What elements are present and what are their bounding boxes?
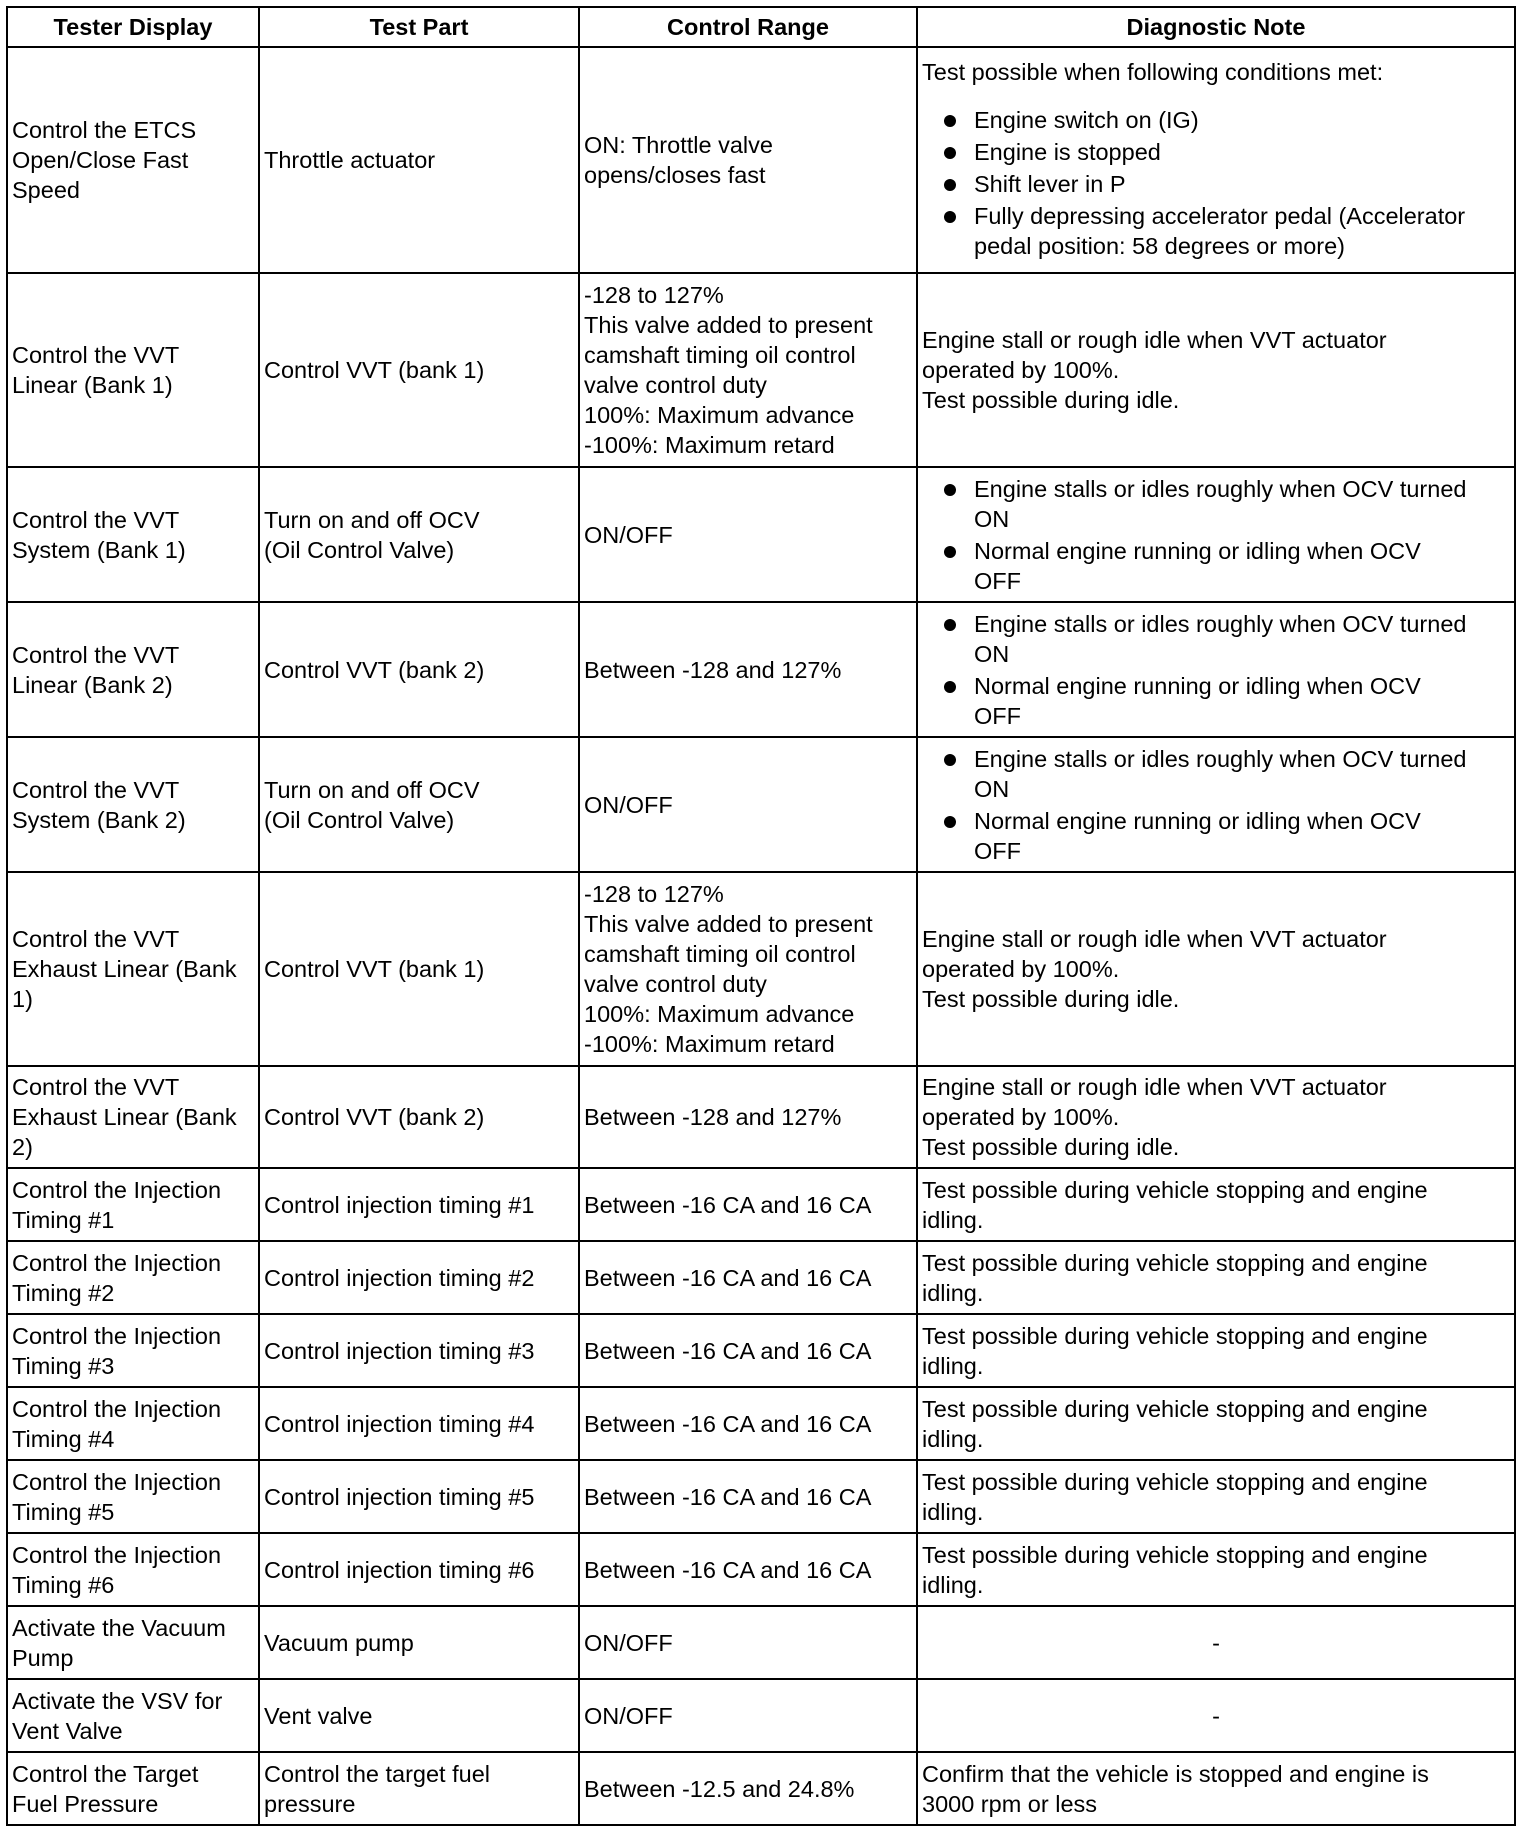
bullet-icon: [944, 115, 956, 127]
cell-control-range: [579, 1460, 917, 1533]
cell-tester-display: [7, 872, 259, 1066]
control-range-text: ON: Throttle valve opens/closes fast: [584, 132, 773, 188]
diagnostic-note-text: Test possible during vehicle stopping and engine idling.: [922, 1176, 1428, 1233]
list-item: [922, 169, 1510, 199]
list-item: [922, 744, 1510, 804]
cell-tester-display: [7, 1241, 259, 1314]
cell-control-range: [579, 1679, 917, 1752]
list-item-text: Normal engine running or idling when OCV OFF: [974, 672, 1421, 729]
tester-display-text: Control the VVT Linear (Bank 1): [12, 342, 180, 398]
list-item-text: Engine stalls or idles roughly when OCV turned ON: [974, 745, 1467, 802]
cell-diagnostic-note: [917, 1066, 1515, 1168]
cell-test-part: [259, 1066, 579, 1168]
control-range-text: ON/OFF: [584, 1629, 673, 1656]
bullet-icon: [944, 484, 956, 496]
cell-tester-display: [7, 273, 259, 467]
active-test-table: [6, 6, 1516, 1826]
cell-tester-display: [7, 602, 259, 737]
table-row: [7, 737, 1515, 872]
cell-test-part: [259, 1460, 579, 1533]
bullet-icon: [944, 147, 956, 159]
cell-tester-display: [7, 1460, 259, 1533]
list-item: [922, 105, 1510, 135]
cell-diagnostic-note: [917, 47, 1515, 273]
tester-display-text: Control the Injection Timing #1: [12, 1176, 222, 1233]
cell-test-part: [259, 1533, 579, 1606]
cell-diagnostic-note: [917, 1533, 1515, 1606]
control-range-text: Between -128 and 127%: [584, 656, 842, 683]
diagnostic-note-text: Engine stall or rough idle when VVT actuator operated by 100%. Test possible during idle.: [922, 926, 1387, 1012]
test-part-text: Control VVT (bank 2): [264, 656, 485, 683]
control-range-text: Between -16 CA and 16 CA: [584, 1483, 872, 1510]
bullet-icon: [944, 211, 956, 223]
cell-tester-display: [7, 1314, 259, 1387]
table-row: [7, 1387, 1515, 1460]
header-test-part: Test Part: [259, 7, 579, 47]
diagnostic-note-dash: -: [1212, 1702, 1220, 1729]
tester-display-text: Activate the VSV for Vent Valve: [12, 1687, 223, 1744]
table-row: [7, 1168, 1515, 1241]
bullet-icon: [944, 681, 956, 693]
test-part-text: Control injection timing #3: [264, 1337, 535, 1364]
table-row: [7, 273, 1515, 467]
control-range-text: -128 to 127% This valve added to present camshaft timing oil control valve control duty 100%: Maximum advance -100%: Maximum retard: [584, 282, 873, 458]
tester-display-text: Control the Injection Timing #6: [12, 1541, 222, 1598]
control-range-text: ON/OFF: [584, 791, 673, 818]
list-item: [922, 609, 1510, 669]
cell-test-part: [259, 602, 579, 737]
tester-display-text: Control the VVT System (Bank 1): [12, 506, 186, 563]
spacer: [922, 87, 1510, 103]
list-item-text: Fully depressing accelerator pedal (Accelerator pedal position: 58 degrees or more): [974, 203, 1466, 259]
cell-test-part: [259, 1606, 579, 1679]
diagnostic-note-text: Test possible during vehicle stopping and engine idling.: [922, 1249, 1428, 1306]
cell-tester-display: [7, 737, 259, 872]
cell-test-part: [259, 273, 579, 467]
tester-display-text: Control the VVT Linear (Bank 2): [12, 641, 180, 698]
tester-display-text: Control the VVT System (Bank 2): [12, 776, 186, 833]
cell-control-range: [579, 602, 917, 737]
cell-diagnostic-note: [917, 1606, 1515, 1679]
bullet-icon: [944, 816, 956, 828]
list-item-text: Shift lever in P: [974, 171, 1126, 197]
cell-tester-display: [7, 1533, 259, 1606]
bullet-icon: [944, 619, 956, 631]
control-range-text: Between -16 CA and 16 CA: [584, 1191, 872, 1218]
list-item-text: Engine switch on (IG): [974, 107, 1199, 133]
table-row: [7, 47, 1515, 273]
test-part-text: Control VVT (bank 1): [264, 357, 485, 383]
tester-display-text: Control the VVT Exhaust Linear (Bank 1): [12, 926, 237, 1012]
diagnostic-note-dash: -: [1212, 1629, 1220, 1656]
table-row: [7, 1460, 1515, 1533]
test-part-text: Control injection timing #1: [264, 1191, 535, 1218]
list-item: [922, 201, 1510, 261]
diagnostic-note-text: Test possible during vehicle stopping and engine idling.: [922, 1541, 1428, 1598]
cell-tester-display: [7, 1066, 259, 1168]
cell-tester-display: [7, 1679, 259, 1752]
cell-diagnostic-note: [917, 273, 1515, 467]
list-item-text: Normal engine running or idling when OCV OFF: [974, 537, 1421, 594]
list-item-text: Normal engine running or idling when OCV OFF: [974, 807, 1421, 864]
table-row: [7, 872, 1515, 1066]
tester-display-text: Control the VVT Exhaust Linear (Bank 2): [12, 1074, 237, 1160]
diagnostic-note-text: Confirm that the vehicle is stopped and engine is 3000 rpm or less: [922, 1760, 1429, 1817]
test-part-text: Throttle actuator: [264, 147, 436, 173]
cell-control-range: [579, 1752, 917, 1825]
tester-display-text: Control the ETCS Open/Close Fast Speed: [12, 117, 197, 203]
list-item: [922, 536, 1510, 596]
cell-test-part: [259, 1314, 579, 1387]
control-range-text: Between -16 CA and 16 CA: [584, 1556, 872, 1583]
diagnostic-note-text: Test possible during vehicle stopping and engine idling.: [922, 1468, 1428, 1525]
control-range-text: Between -16 CA and 16 CA: [584, 1337, 872, 1364]
cell-tester-display: [7, 1752, 259, 1825]
table-row: [7, 467, 1515, 602]
diagnostic-note-intro: Test possible when following conditions met:: [922, 59, 1384, 85]
cell-control-range: [579, 737, 917, 872]
note-list: [922, 744, 1510, 866]
table-row: [7, 1533, 1515, 1606]
control-range-text: -128 to 127% This valve added to present camshaft timing oil control valve control duty 100%: Maximum advance -100%: Maximum retard: [584, 881, 873, 1057]
diagnostic-note-text: Engine stall or rough idle when VVT actuator operated by 100%. Test possible during idle.: [922, 1074, 1387, 1160]
cell-tester-display: [7, 1387, 259, 1460]
cell-test-part: [259, 1387, 579, 1460]
table-row: [7, 1314, 1515, 1387]
cell-test-part: [259, 1241, 579, 1314]
cell-diagnostic-note: [917, 1387, 1515, 1460]
bullet-icon: [944, 546, 956, 558]
cell-control-range: [579, 47, 917, 273]
cell-control-range: [579, 1168, 917, 1241]
tester-display-text: Control the Injection Timing #5: [12, 1468, 222, 1525]
cell-diagnostic-note: [917, 1679, 1515, 1752]
diagnostic-note-text: Engine stall or rough idle when VVT actuator operated by 100%. Test possible during idle.: [922, 327, 1387, 413]
cell-diagnostic-note: [917, 1314, 1515, 1387]
table-row: [7, 1066, 1515, 1168]
note-list: [922, 609, 1510, 731]
tester-display-text: Control the Injection Timing #2: [12, 1249, 222, 1306]
test-part-text: Control injection timing #2: [264, 1264, 535, 1291]
cell-control-range: [579, 1533, 917, 1606]
diagnostic-note-text: Test possible during vehicle stopping and engine idling.: [922, 1395, 1428, 1452]
cell-test-part: [259, 872, 579, 1066]
test-part-text: Control the target fuel pressure: [264, 1760, 490, 1817]
cell-test-part: [259, 1752, 579, 1825]
cell-diagnostic-note: [917, 602, 1515, 737]
cell-test-part: [259, 47, 579, 273]
cell-diagnostic-note: [917, 737, 1515, 872]
table-row: [7, 1752, 1515, 1825]
list-item: [922, 671, 1510, 731]
cell-test-part: [259, 737, 579, 872]
test-part-text: Control VVT (bank 2): [264, 1104, 485, 1130]
control-range-text: Between -16 CA and 16 CA: [584, 1264, 872, 1291]
test-part-text: Control VVT (bank 1): [264, 956, 485, 982]
header-control-range: Control Range: [579, 7, 917, 47]
cell-control-range: [579, 1314, 917, 1387]
control-range-text: Between -12.5 and 24.8%: [584, 1775, 855, 1802]
tester-display-text: Control the Target Fuel Pressure: [12, 1760, 199, 1817]
control-range-text: ON/OFF: [584, 1702, 673, 1729]
cell-control-range: [579, 1387, 917, 1460]
table-row: [7, 1606, 1515, 1679]
test-part-text: Vent valve: [264, 1702, 373, 1729]
list-item: [922, 137, 1510, 167]
bullet-icon: [944, 754, 956, 766]
table-header-row: [7, 7, 1515, 47]
header-diagnostic-note: Diagnostic Note: [917, 7, 1515, 47]
cell-control-range: [579, 1241, 917, 1314]
test-part-text: Control injection timing #4: [264, 1410, 535, 1437]
test-part-text: Control injection timing #6: [264, 1556, 535, 1583]
cell-control-range: [579, 273, 917, 467]
tester-display-text: Activate the Vacuum Pump: [12, 1614, 226, 1671]
table-row: [7, 602, 1515, 737]
cell-tester-display: [7, 467, 259, 602]
cell-control-range: [579, 1066, 917, 1168]
control-range-text: Between -16 CA and 16 CA: [584, 1410, 872, 1437]
cell-diagnostic-note: [917, 467, 1515, 602]
cell-control-range: [579, 872, 917, 1066]
cell-tester-display: [7, 1606, 259, 1679]
test-part-text: Control injection timing #5: [264, 1483, 535, 1510]
cell-tester-display: [7, 1168, 259, 1241]
header-tester-display: Tester Display: [7, 7, 259, 47]
tester-display-text: Control the Injection Timing #3: [12, 1322, 222, 1379]
cell-test-part: [259, 467, 579, 602]
cell-test-part: [259, 1679, 579, 1752]
condition-list: [922, 105, 1510, 261]
cell-diagnostic-note: [917, 1752, 1515, 1825]
test-part-text: Turn on and off OCV (Oil Control Valve): [264, 506, 480, 563]
control-range-text: ON/OFF: [584, 521, 673, 548]
control-range-text: Between -128 and 127%: [584, 1104, 842, 1130]
cell-control-range: [579, 467, 917, 602]
list-item-text: Engine stalls or idles roughly when OCV turned ON: [974, 475, 1467, 532]
diagnostic-note-text: Test possible during vehicle stopping and engine idling.: [922, 1322, 1428, 1379]
cell-diagnostic-note: [917, 872, 1515, 1066]
cell-tester-display: [7, 47, 259, 273]
table-row: [7, 1241, 1515, 1314]
test-part-text: Turn on and off OCV (Oil Control Valve): [264, 776, 480, 833]
note-list: [922, 474, 1510, 596]
tester-display-text: Control the Injection Timing #4: [12, 1395, 222, 1452]
cell-diagnostic-note: [917, 1168, 1515, 1241]
cell-diagnostic-note: [917, 1241, 1515, 1314]
test-part-text: Vacuum pump: [264, 1629, 414, 1656]
bullet-icon: [944, 179, 956, 191]
list-item-text: Engine is stopped: [974, 139, 1161, 165]
cell-diagnostic-note: [917, 1460, 1515, 1533]
cell-test-part: [259, 1168, 579, 1241]
cell-control-range: [579, 1606, 917, 1679]
list-item: [922, 806, 1510, 866]
list-item: [922, 474, 1510, 534]
list-item-text: Engine stalls or idles roughly when OCV turned ON: [974, 610, 1467, 667]
table-row: [7, 1679, 1515, 1752]
